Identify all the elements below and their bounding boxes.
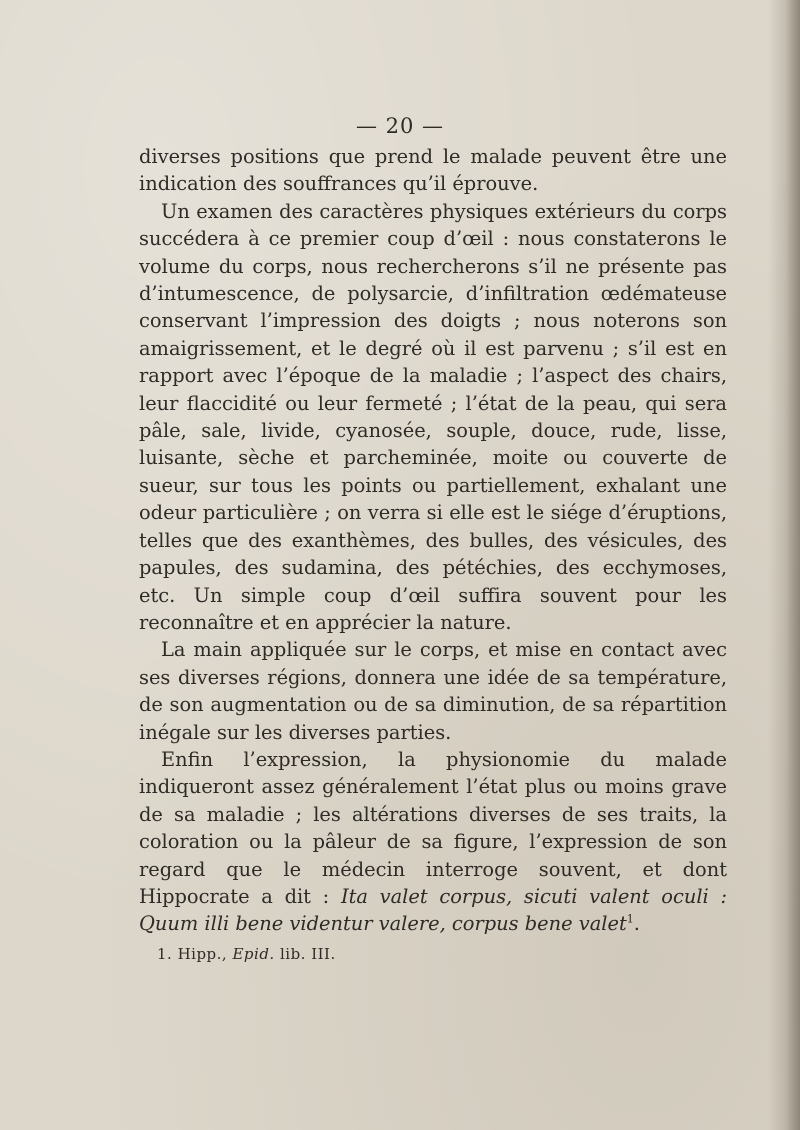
footnote-marker: 1 (626, 912, 634, 926)
footnote-text: Hipp., (172, 945, 233, 963)
paragraph-4-text: Enfin l’expression, la physionomie du malade indiqueront assez généralement l’état plus ou moins grave de sa maladie ; les altérations diverses de ses traits, la coloration ou la pâleur de sa figure, l’expression de son regard que le médecin interroge souvent, et dont Hippocrate a dit : (139, 747, 727, 908)
footnote-number: 1. (157, 945, 173, 963)
latin-quote: Ita valet corpus, sicuti valent oculi : Quum illi bene videntur valere, corpus bene valet (139, 884, 727, 936)
paragraph-4-end: . (633, 912, 640, 936)
footnote (157, 945, 336, 963)
paragraph-4 (139, 746, 727, 938)
footnote-italic: Epid. (232, 945, 275, 963)
paragraph-3: La main appliquée sur le corps, et mise en contact avec ses diverses régions, donnera une idée de sa température, de son augmentation ou de sa diminution, de sa répartition inégale sur les diverses parties. (139, 638, 727, 744)
footnote-text-after: lib. III. (274, 945, 336, 963)
body-text (139, 143, 727, 938)
page-number: — 20 — (355, 114, 445, 138)
paragraph-2: Un examen des caractères physiques extérieurs du corps succédera à ce premier coup d’œil : nous constaterons le volume du corps, nous rechercherons s’il ne présente pas d’intumescence, de polysarcie, d’infiltration œdémateuse conservant l’impression des doigts ; nous noterons son amaigrissement, et le degré où il est parvenu ; s’il est en rapport avec l’époque de la maladie ; l’aspect des chairs, leur flaccidité ou leur fermeté ; l’état de la peau, qui sera pâle, sale, livide, cyanosée, souple, douce, rude, lisse, luisante, sèche et parcheminée, moite ou couverte de sueur, sur tous les points ou partiellement, exhalant une odeur particulière ; on verra si elle est le siége d’éruptions, telles que des exanthèmes, des bulles, des vésicules, des papules, des sudamina, des pétéchies, des ecchymoses, etc. Un simple coup d’œil suffira souvent pour les reconnaître et en apprécier la nature. (139, 199, 727, 634)
page-edge-shadow (786, 0, 800, 1130)
paragraph-1: diverses positions que prend le malade peuvent être une indication des souffrances qu’il éprouve. (139, 145, 727, 196)
